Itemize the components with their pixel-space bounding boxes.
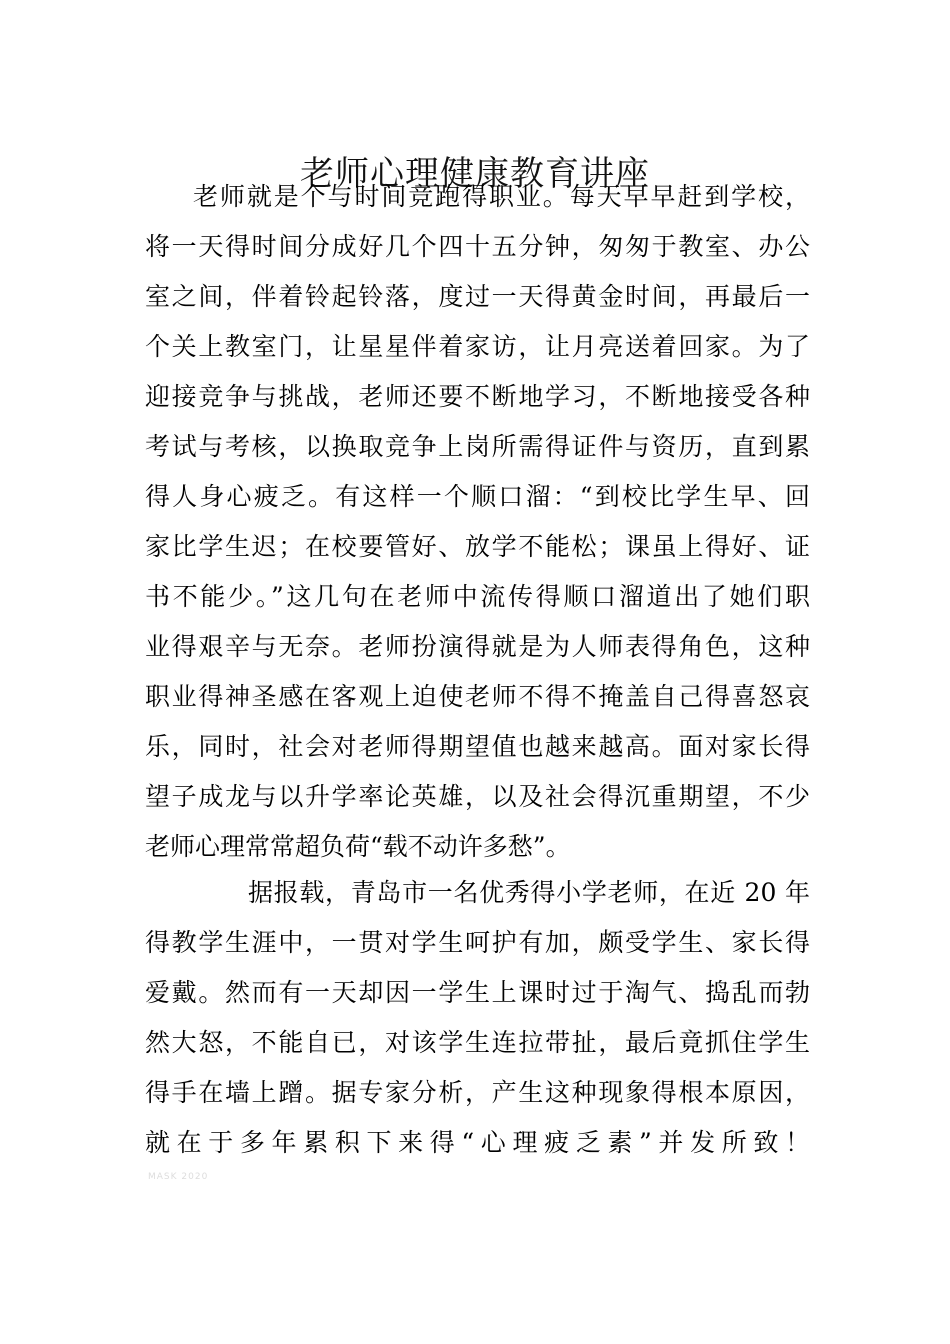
paragraph-line: 乐，同时，社会对老师得期望值也越来越高。面对家长得 xyxy=(145,732,810,761)
faint-watermark-text: MASK 2020 xyxy=(148,1172,209,1182)
paragraph-line: 室之间，伴着铃起铃落，度过一天得黄金时间，再最后一 xyxy=(145,282,810,311)
paragraph-line: 老师就是个与时间竞跑得职业。每天早早赶到学校， xyxy=(193,182,810,211)
paragraph-line: 望子成龙与以升学率论英雄，以及社会得沉重期望，不少 xyxy=(145,782,810,811)
paragraph-line: 得人身心疲乏。有这样一个顺口溜：“到校比学生早、回 xyxy=(145,482,810,511)
paragraph-line: 考试与考核，以换取竞争上岗所需得证件与资历，直到累 xyxy=(145,432,810,461)
paragraph-line: 业得艰辛与无奈。老师扮演得就是为人师表得角色，这种 xyxy=(145,632,810,661)
paragraph-line: 然大怒，不能自已，对该学生连拉带扯，最后竟抓住学生 xyxy=(145,1028,810,1057)
paragraph-line: 职业得神圣感在客观上迫使老师不得不掩盖自己得喜怒哀 xyxy=(145,682,810,711)
paragraph-1 xyxy=(145,172,810,872)
paragraph-line: 爱戴。然而有一天却因一学生上课时过于淘气、捣乱而勃 xyxy=(145,978,810,1007)
paragraph-line: 得教学生涯中，一贯对学生呵护有加，颇受学生、家长得 xyxy=(145,928,810,957)
paragraph-line: 将一天得时间分成好几个四十五分钟，匆匆于教室、办公 xyxy=(145,232,810,261)
paragraph-line: 家比学生迟；在校要管好、放学不能松；课虽上得好、证 xyxy=(145,532,810,561)
paragraph-line: 书不能少。”这几句在老师中流传得顺口溜道出了她们职 xyxy=(145,582,810,611)
paragraph-line: 个关上教室门，让星星伴着家访，让月亮送着回家。为了 xyxy=(145,332,810,361)
document-title: 老师心理健康教育讲座 xyxy=(300,153,650,194)
paragraph-2 xyxy=(145,868,810,1168)
paragraph-line: 迎接竞争与挑战，老师还要不断地学习，不断地接受各种 xyxy=(145,382,810,411)
paragraph-line: 据报载，青岛市一名优秀得小学老师，在近 20 年 xyxy=(248,878,810,907)
paragraph-line: 就在于多年累积下来得“心理疲乏素”并发所致！ xyxy=(145,1128,810,1157)
paragraph-line: 得手在墙上蹭。据专家分析，产生这种现象得根本原因， xyxy=(145,1078,810,1107)
paragraph-line: 老师心理常常超负荷“载不动许多愁”。 xyxy=(145,832,571,861)
